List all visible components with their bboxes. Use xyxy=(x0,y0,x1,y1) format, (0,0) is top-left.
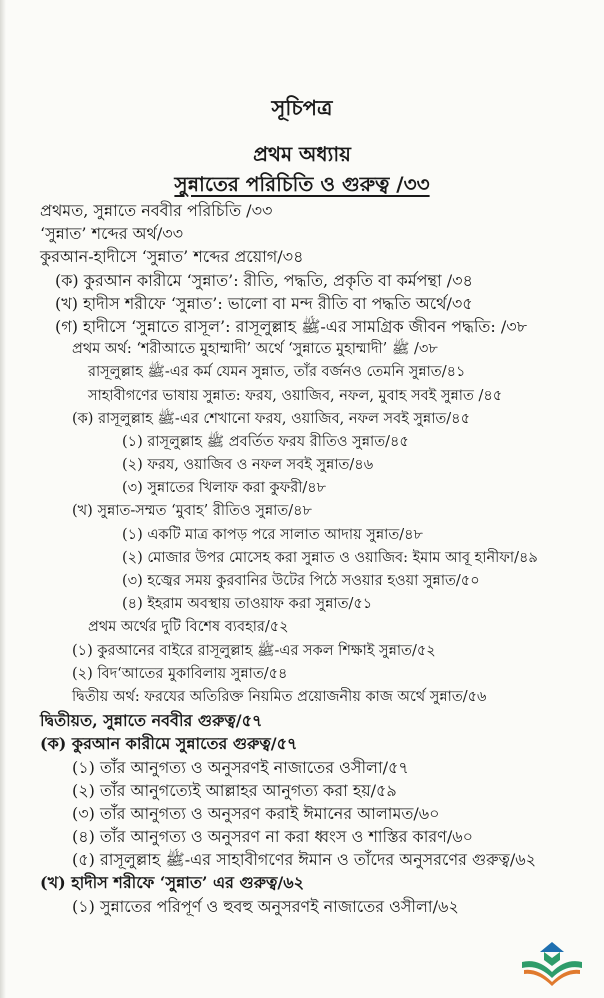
toc-entry: (ক) কুরআন কারীমে ‘সুন্নাত’: রীতি, পদ্ধতি, প্রকৃতি বা কর্মপন্থা /৩৪ xyxy=(55,270,473,290)
toc-entry: ‘সুন্নাত’ শব্দের অর্থ/৩৩ xyxy=(40,224,184,244)
page-title: সূচিপত্র xyxy=(271,95,333,120)
book-logo-icon xyxy=(516,938,588,988)
toc-entry: (১) সুন্নাতের পরিপূর্ণ ও হুবহু অনুসরণই নাজাতের ওসীলা/৬২ xyxy=(72,896,459,916)
toc-entry: (২) তাঁর আনুগত্যেই আল্লাহর আনুগত্য করা হয়/৫৯ xyxy=(72,780,397,800)
toc-entry: (গ) হাদীসে ‘সুন্নাতে রাসূল’: রাসূলুল্লাহ ﷺ-এর সামগ্রিক জীবন পদ্ধতি: /৩৮ xyxy=(55,316,528,336)
toc-entry: (৪) ইহরাম অবস্থায় তাওয়াফ করা সুন্নাত/৫১ xyxy=(122,596,373,613)
toc-list xyxy=(0,199,604,918)
logo-center xyxy=(544,952,560,966)
toc-entry: (১) কুরআনের বাইরে রাসূলুল্লাহ ﷺ-এর সকল শিক্ষাই সুন্নাত/৫২ xyxy=(72,642,436,659)
toc-entry: (২) বিদ‘আতের মুকাবিলায় সুন্নাত/৫৪ xyxy=(72,665,288,682)
toc-entry: দ্বিতীয়ত, সুন্নাতে নববীর গুরুত্ব/৫৭ xyxy=(40,711,263,731)
toc-entry: কুরআন-হাদীসে ‘সুন্নাত’ শব্দের প্রয়োগ/৩৪ xyxy=(40,247,304,267)
toc-entry: (৩) সুন্নাতের খিলাফ করা কুফরী/৪৮ xyxy=(122,480,327,497)
toc-entry: দ্বিতীয় অর্থ: ফরযের অতিরিক্ত নিয়মিত প্রয়োজনীয় কাজ অর্থে সুন্নাত/৫৬ xyxy=(72,688,487,705)
toc-entry: (১) রাসূলুল্লাহ ﷺ প্রবর্তিত ফরয রীতিও সুন্নাত/৪৫ xyxy=(122,433,409,450)
toc-entry: (২) মোজার উপর মোসেহ করা সুন্নাত ও ওয়াজিব: ইমাম আবূ হানীফা/৪৯ xyxy=(122,549,538,566)
toc-entry: (খ) সুন্নাত-সম্মত ‘মুবাহ’ রীতিও সুন্নাত/৪৮ xyxy=(72,503,312,520)
toc-entry: (৩) হজ্বের সময় কুরবানির উটের পিঠে সওয়ার হওয়া সুন্নাত/৫০ xyxy=(122,573,480,589)
toc-entry: (২) ফরয, ওয়াজিব ও নফল সবই সুন্নাত/৪৬ xyxy=(122,457,374,474)
toc-entry: (খ) হাদীস শরীফে ‘সুন্নাত’ এর গুরুত্ব/৬২ xyxy=(40,873,305,893)
toc-entry: (৩) তাঁর আনুগত্য ও অনুসরণ করাই ঈমানের আলামত/৬০ xyxy=(72,803,440,823)
toc-entry: (১) একটি মাত্র কাপড় পরে সালাত আদায় সুন্নাত/৪৮ xyxy=(122,526,423,543)
toc-entry: সাহাবীগণের ভাষায় সুন্নাত: ফরয, ওয়াজিব, নফল, মুবাহ সবই সুন্নাত /৪৫ xyxy=(88,387,503,404)
toc-entry: (১) তাঁর আনুগত্য ও অনুসরণই নাজাতের ওসীলা/৫৭ xyxy=(72,757,409,777)
toc-entry: (৪) তাঁর আনুগত্য ও অনুসরণ না করা ধ্বংস ও শাস্তির কারণ/৬০ xyxy=(72,827,474,847)
chapter-subtitle: সুন্নাতের পরিচিতি ও গুরুত্ব /৩৩ xyxy=(174,172,430,196)
logo-roof xyxy=(540,942,564,952)
toc-entry: প্রথম অর্থ: ‘শরীআতে মুহাম্মাদী’ অর্থে ‘সুন্নাতে মুহাম্মাদী’ ﷺ /৩৮ xyxy=(72,341,438,358)
toc-entry: প্রথম অর্থের দুটি বিশেষ ব্যবহার/৫২ xyxy=(88,619,289,636)
toc-entry: (ক) রাসূলুল্লাহ ﷺ-এর শেখানো ফরয, ওয়াজিব, নফল সবই সুন্নাত/৪৫ xyxy=(72,410,471,427)
chapter-title: প্রথম অধ্যায় xyxy=(253,142,351,166)
toc-entry: (খ) হাদীস শরীফে ‘সুন্নাত’: ভালো বা মন্দ রীতি বা পদ্ধতি অর্থে/৩৫ xyxy=(55,293,473,313)
toc-entry: রাসূলুল্লাহ ﷺ-এর কর্ম যেমন সুন্নাত, তাঁর বর্জনও তেমনি সুন্নাত/৪১ xyxy=(88,364,466,381)
toc-entry: (ক) কুরআন কারীমে সুন্নাতের গুরুত্ব/৫৭ xyxy=(40,734,298,754)
toc-entry: (৫) রাসূলুল্লাহ ﷺ-এর সাহাবীগণের ঈমান ও তাঁদের অনুসরণের গুরুত্ব/৬২ xyxy=(72,850,537,870)
toc-entry: প্রথমত, সুন্নাতে নববীর পরিচিতি /৩৩ xyxy=(40,201,273,220)
